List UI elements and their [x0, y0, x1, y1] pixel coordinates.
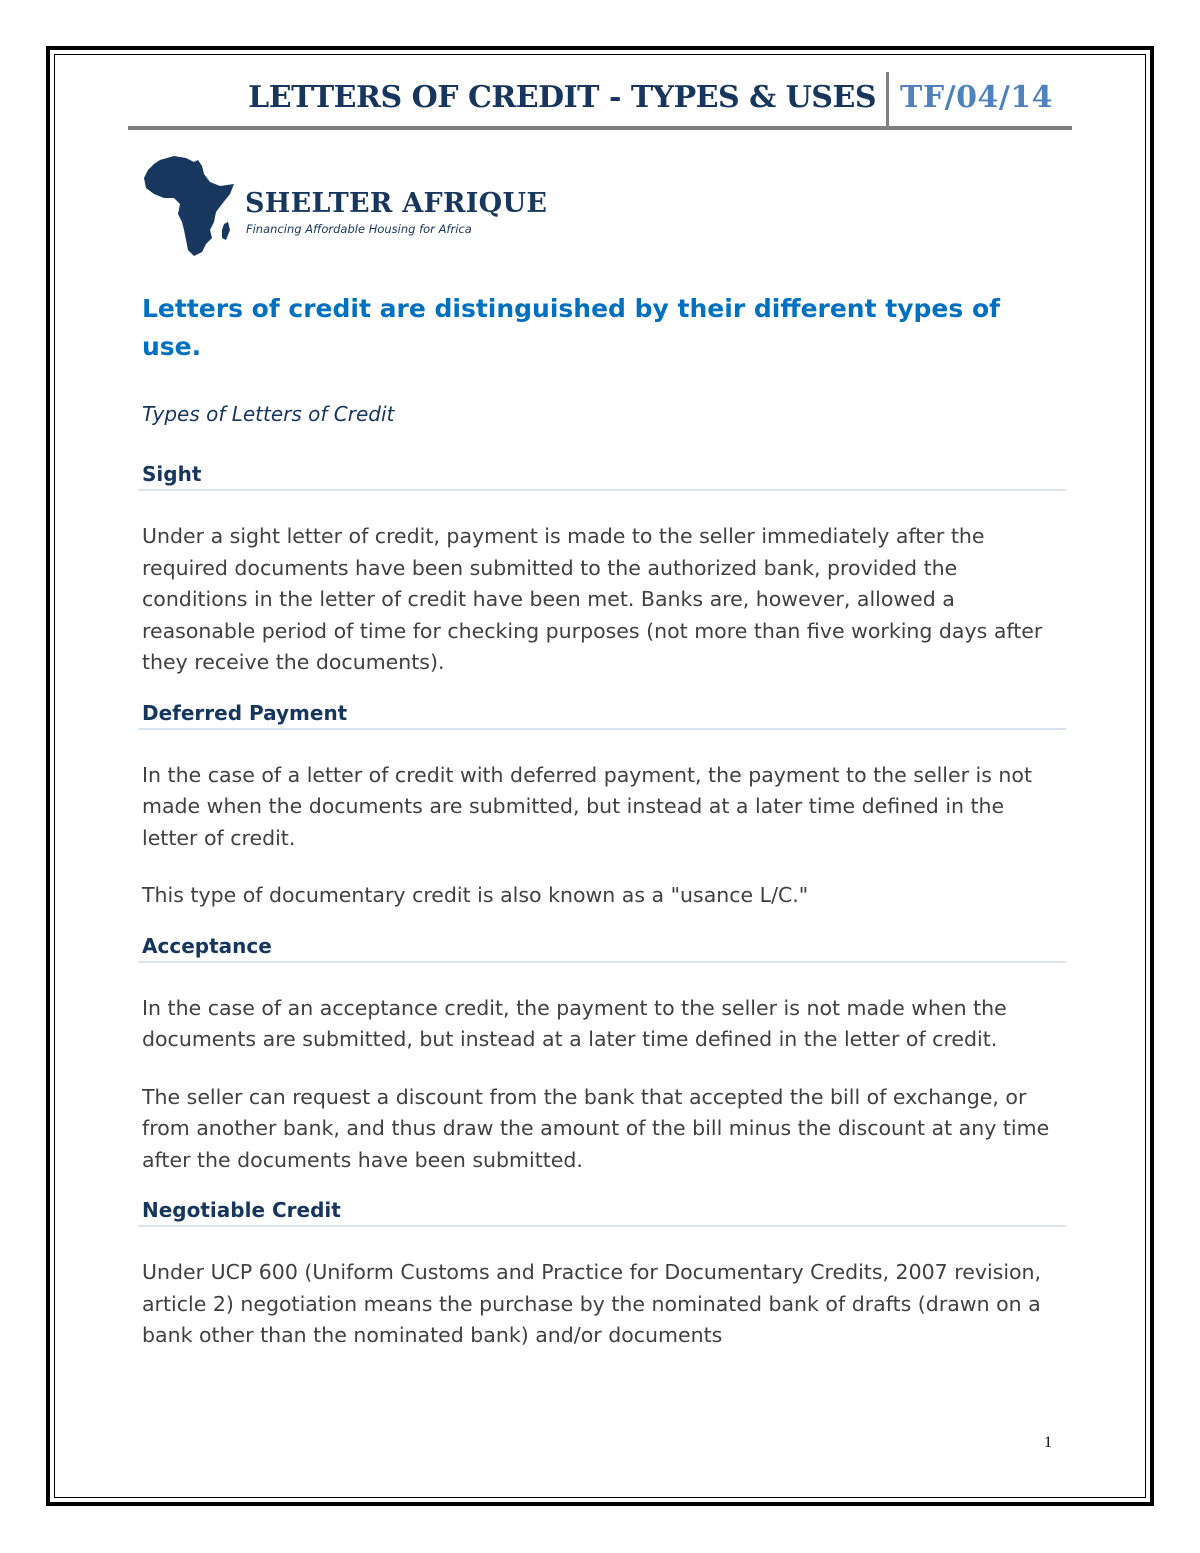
section-paragraph: In the case of an acceptance credit, the payment to the seller is not made when the documents are submitted, but instead at a later time defined in the letter of credit. — [142, 995, 1007, 1051]
header-rule — [128, 126, 1072, 130]
section-title: Acceptance — [138, 934, 1066, 963]
lead-heading: Letters of credit are distinguished by their different types of use. — [142, 294, 1000, 361]
section-paragraph: This type of documentary credit is also known as a "usance L/C." — [142, 883, 809, 907]
document-code: TF/04/14 — [900, 80, 1054, 115]
section-title: Sight — [138, 462, 1066, 491]
logo-name: SHELTER AFRIQUE — [245, 188, 548, 219]
section-sight — [142, 462, 1062, 679]
page-header — [128, 72, 1072, 130]
section-title: Deferred Payment — [138, 701, 1066, 730]
section-acceptance — [142, 934, 1062, 1177]
shelter-afrique-logo — [140, 152, 548, 258]
page-number: 1 — [1044, 1434, 1052, 1451]
document-body — [142, 290, 1062, 1352]
types-subheading: Types of Letters of Credit — [142, 402, 395, 426]
section-paragraph: Under a sight letter of credit, payment is made to the seller immediately after the required documents have been submitted to the authorized bank, provided the conditions in the letter of credit have been met. Banks are, however, allowed a reasonable period of time for checking purposes (not more than five working days after they receive the documents). — [142, 524, 1043, 674]
section-negotiable-credit — [142, 1198, 1062, 1352]
header-divider — [886, 72, 889, 128]
section-paragraph: The seller can request a discount from the bank that accepted the bill of exchange, or from another bank, and thus draw the amount of the bill minus the discount at any time after the documents have been submitted. — [142, 1084, 1050, 1172]
logo-tagline: Financing Affordable Housing for Africa — [246, 222, 472, 236]
section-paragraph: Under UCP 600 (Uniform Customs and Practice for Documentary Credits, 2007 revision, article 2) negotiation means the purchase by the nominated bank of drafts (drawn on a bank other than the nominated bank) and/or documents — [142, 1260, 1042, 1347]
section-deferred-payment — [142, 701, 1062, 912]
document-title: LETTERS OF CREDIT - TYPES & USES — [248, 80, 876, 115]
section-paragraph: In the case of a letter of credit with deferred payment, the payment to the seller is not made when the documents are submitted, but instead at a later time defined in the letter of credit. — [142, 762, 1033, 850]
africa-map-icon — [140, 152, 240, 258]
section-title: Negotiable Credit — [138, 1198, 1066, 1227]
